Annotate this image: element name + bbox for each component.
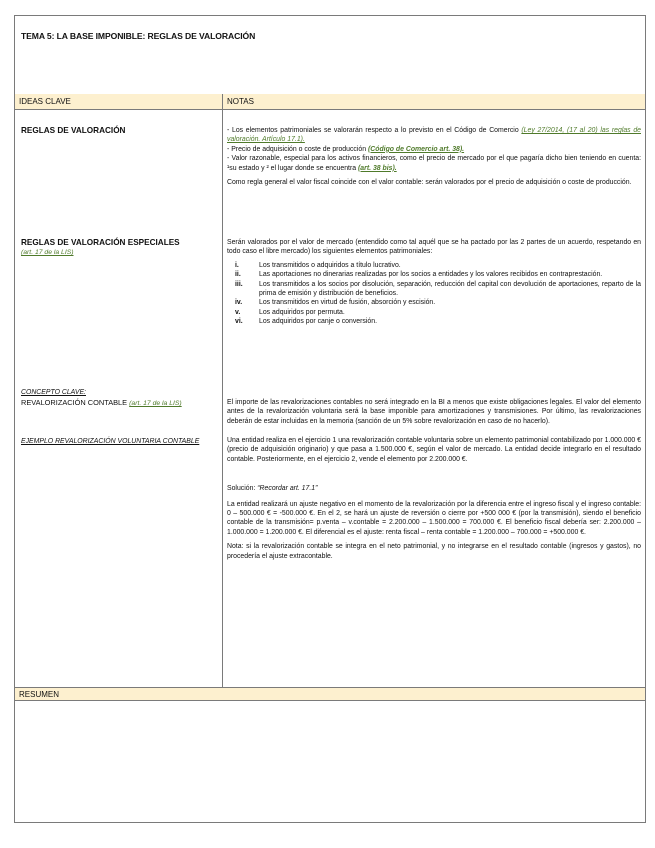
cue-reglas-especiales-label: REGLAS DE VALORACIÓN ESPECIALES [21,238,180,247]
list-item: ii. Las aportaciones no dinerarias realizadas por los socios a entidades y los valores recibidos en contraprestación. [235,271,603,279]
note-line-precio-adquisicion: - Precio de adquisición o coste de producción (Código de Comercio art. 38). [227,145,465,153]
ref-codigo-comercio-art38[interactable]: (Código de Comercio art. 38). [367,145,465,153]
note-solucion-desarrollo: La entidad realizará un ajuste negativo en el momento de la revalorización por la diferencia entre el ingreso fiscal y el ingreso contable: 0 – 500.000 € = -500.000 €. En el 2, se hará un ajuste de reversión o cierre por +500 000 € (por la transmisión), siendo el beneficio contable de la transmisión= p.venta – v.contable = 2.200.000 – 1.500.000 = 700.000 €. El beneficio fiscal debería ser: 2.200.000 – 1.000.000 = 1.200.000 €. El diferencial es el ajuste: renta fiscal – renta contable = 1.200.000 – 700.000 = +500.000 €. [227,500,641,536]
solucion-ref: “Recordar art. 17.1” [257,485,318,493]
page-title: TEMA 5: LA BASE IMPONIBLE: REGLAS DE VALORACIÓN [21,31,256,41]
note-line-codigo-comercio: - Los elementos patrimoniales se valorarán respecto a lo previsto en el Código de Comercio (Ley 27/2014, (17 al 20) las reglas de valoración. Artículo 17.1). [227,127,641,144]
cue-revalorizacion-contable [21,398,216,409]
cue-reglas-especiales [21,238,216,258]
cornell-notes-sheet [14,15,646,823]
notes-revalorizacion-contable [227,398,641,426]
note-regla-general: Como regla general el valor fiscal coincide con el valor contable: serán valorados por el precio de adquisición o coste de producción. [227,179,632,187]
cue-revalorizacion-label: REVALORIZACIÓN CONTABLE [21,398,128,407]
list-item: iii. Los transmitidos a los socios por disolución, separación, reducción del capital con devolución de aportaciones, reparto de la prima de emisión y distribución de beneficios. [235,280,641,298]
solucion-label: Solución: [227,485,258,493]
cue-reglas-valoracion-label: REGLAS DE VALORACIÓN [21,126,126,135]
ref-art-38-bis[interactable]: (art. 38 bis). [358,164,397,172]
note-solucion [227,484,641,493]
list-item: v. Los adquiridos por permuta. [235,308,345,316]
column-divider [222,94,223,687]
header-bottom-divider [15,109,645,110]
list-item: iv. Los transmitidos en virtud de fusión, absorción y escisión. [235,299,436,307]
note-revalorizacion-text: El importe de las revalorizaciones contables no será integrado en la BI a menos que existe obligaciones legales. El valor del elemento antes de la revalorización voluntaria será la base imponible para amortizaciones y transmisiones. Por último, las revalorizaciones deberán de estar incluidas en la memoria (sanción de un 5% sobre revalorización en caso de no hacerlo). [227,399,641,425]
cue-concepto-clave [21,388,216,409]
cue-ejemplo [21,436,201,447]
note-nota-neto-patrimonial: Nota: si la revalorización contable se integra en el neto patrimonial, y no integrarse en el resultado contable (ingresos y gastos), no procedería el ajuste extracontable. [227,543,641,560]
header-ideas-clave: IDEAS CLAVE [15,94,222,109]
notes-reglas-valoracion [227,126,641,187]
cue-reglas-valoracion [21,126,216,136]
concepto-clave-label: CONCEPTO CLAVE: [21,389,86,396]
ref-ley-27-2014[interactable]: (Ley 27/2014, (17 al 20) las reglas de valoración. Artículo 17.1). [227,127,641,144]
header-notas: NOTAS [223,94,645,109]
notes-reglas-especiales [227,238,641,327]
list-item: vi. Los adquiridos por canje o conversión. [235,318,377,326]
cue-ejemplo-label: EJEMPLO REVALORIZACIÓN VOLUNTARIA CONTABLE [21,438,200,445]
cue-reglas-especiales-ref: (art. 17 de la LIS) [21,249,74,256]
note-ejemplo-enunciado: Una entidad realiza en el ejercicio 1 una revalorización contable voluntaria sobre un elemento patrimonial contabilizado por 1.000.000 € (precio de adquisición originario) y que pasa a 1.500.000 €, según el valor de mercado. La entidad decide integrarlo en el resultado contable. Posteriormente, en el ejercicio 2, vende el elemento por 2.200.000 €. [227,437,641,463]
cue-revalorizacion-ref: (art. 17 de la LIS) [129,400,182,407]
note-valor-mercado-intro: Serán valorados por el valor de mercado (entendido como tal aquél que se ha pactado por las 2 partes de un acuerdo, respetando en todo caso el libre mercado) los siguientes elementos patrimoniales: [227,239,641,256]
note-line-valor-razonable: - Valor razonable, especial para los activos financieros, como el precio de mercado por el que pagaría dicho bien teniendo en cuenta: ¹su estado y ² el lugar donde se encuentra (art. 38 bis). [227,155,641,172]
list-item: i. Los transmitidos o adquiridos a título lucrativo. [235,261,401,269]
resumen-area[interactable] [15,701,645,822]
header-resumen: RESUMEN [15,687,645,701]
notes-ejemplo [227,436,641,561]
list-elementos-valor-mercado [227,261,641,327]
